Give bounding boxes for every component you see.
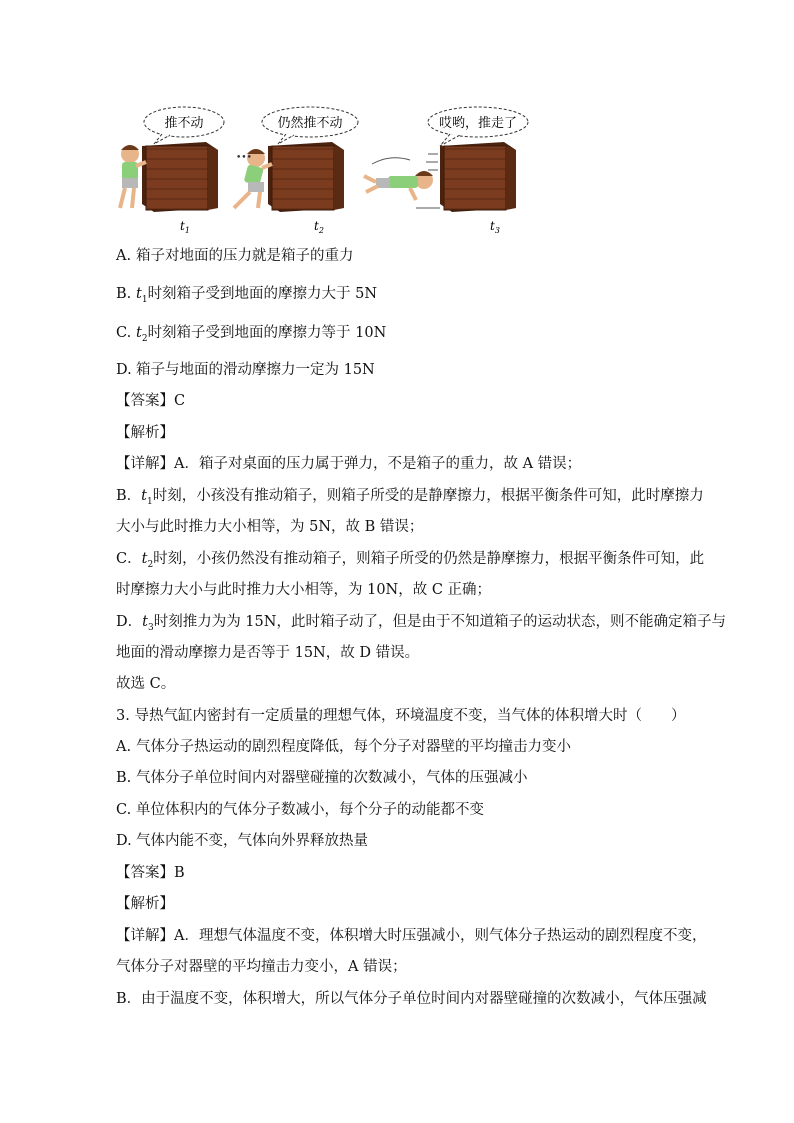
q2-detail-d-line2: 地面的滑动摩擦力是否等于 15N，故 D 错误。 [116, 645, 420, 661]
q2-detail-c-line1: C．$t_2$时刻，小孩仍然没有推动箱子，则箱子所受的仍然是静摩擦力，根据平衡条件可知，此 [116, 551, 705, 570]
q3-detail-a-line2: 气体分子对器壁的平均撞击力变小，A 错误； [116, 959, 407, 975]
time-label-1: $t_1$ [180, 219, 190, 235]
q3-analysis-heading: 【解析】 [116, 896, 174, 912]
q2-option-c: C. $t_2$时刻箱子受到地面的摩擦力等于 10N [116, 325, 387, 344]
q2-option-a: A. 箱子对地面的压力就是箱子的重力 [116, 248, 354, 264]
q3-option-d: D. 气体内能不变，气体向外界释放热量 [116, 833, 368, 849]
q2-analysis-heading: 【解析】 [116, 425, 174, 441]
q3-answer: 【答案】B [116, 865, 185, 881]
q3-option-b: B. 气体分子单位时间内对器壁碰撞的次数减小，气体的压强减小 [116, 770, 528, 786]
q3-stem: 3. 导热气缸内密封有一定质量的理想气体，环境温度不变，当气体的体积增大时（ ） [116, 708, 686, 724]
q2-detail-d-line1: D．$t_3$时刻推力为为 15N，此时箱子动了，但是由于不知道箱子的运动状态，则不能确定箱子与 [116, 614, 726, 633]
bubble-text-2: 仍然推不动 [277, 116, 343, 131]
push-box-figure [110, 104, 590, 240]
scene-1 [120, 107, 224, 235]
q2-detail-b-line2: 大小与此时推力大小相等，为 5N，故 B 错误； [116, 519, 424, 535]
time-label-2: $t_2$ [314, 219, 324, 235]
q3-option-c: C. 单位体积内的气体分子数减小，每个分子的动能都不变 [116, 802, 484, 818]
q2-answer: 【答案】C [116, 393, 186, 409]
push-box-illustration [110, 104, 590, 240]
bubble-text-3: 哎哟，推走了 [438, 116, 518, 131]
q3-detail-b-line1: B．由于温度不变，体积增大，所以气体分子单位时间内对器壁碰撞的次数减小，气体压强减 [116, 991, 707, 1007]
svg-text:•••: ••• [236, 153, 252, 163]
q2-detail-c-line2: 时摩擦力大小与此时推力大小相等，为 10N，故 C 正确； [116, 582, 492, 598]
bubble-text-1: 推不动 [164, 116, 204, 131]
time-label-3: $t_3$ [490, 219, 500, 235]
q2-conclusion: 故选 C。 [116, 676, 176, 692]
q2-detail-b-line1: B．$t_1$时刻，小孩没有推动箱子，则箱子所受的是静摩擦力，根据平衡条件可知，此时摩擦力 [116, 488, 704, 507]
q2-detail-a: 【详解】A．箱子对桌面的压力属于弹力，不是箱子的重力，故 A 错误； [116, 456, 582, 472]
q3-option-a: A. 气体分子热运动的剧烈程度降低，每个分子对器壁的平均撞击力变小 [116, 739, 571, 755]
q2-option-d: D. 箱子与地面的滑动摩擦力一定为 15N [116, 362, 375, 378]
q3-detail-a-line1: 【详解】A．理想气体温度不变，体积增大时压强减小，则气体分子热运动的剧烈程度不变， [116, 928, 707, 944]
q2-option-b: B. $t_1$时刻箱子受到地面的摩擦力大于 5N [116, 286, 378, 305]
scene-3 [364, 107, 528, 235]
scene-2 [234, 107, 358, 235]
